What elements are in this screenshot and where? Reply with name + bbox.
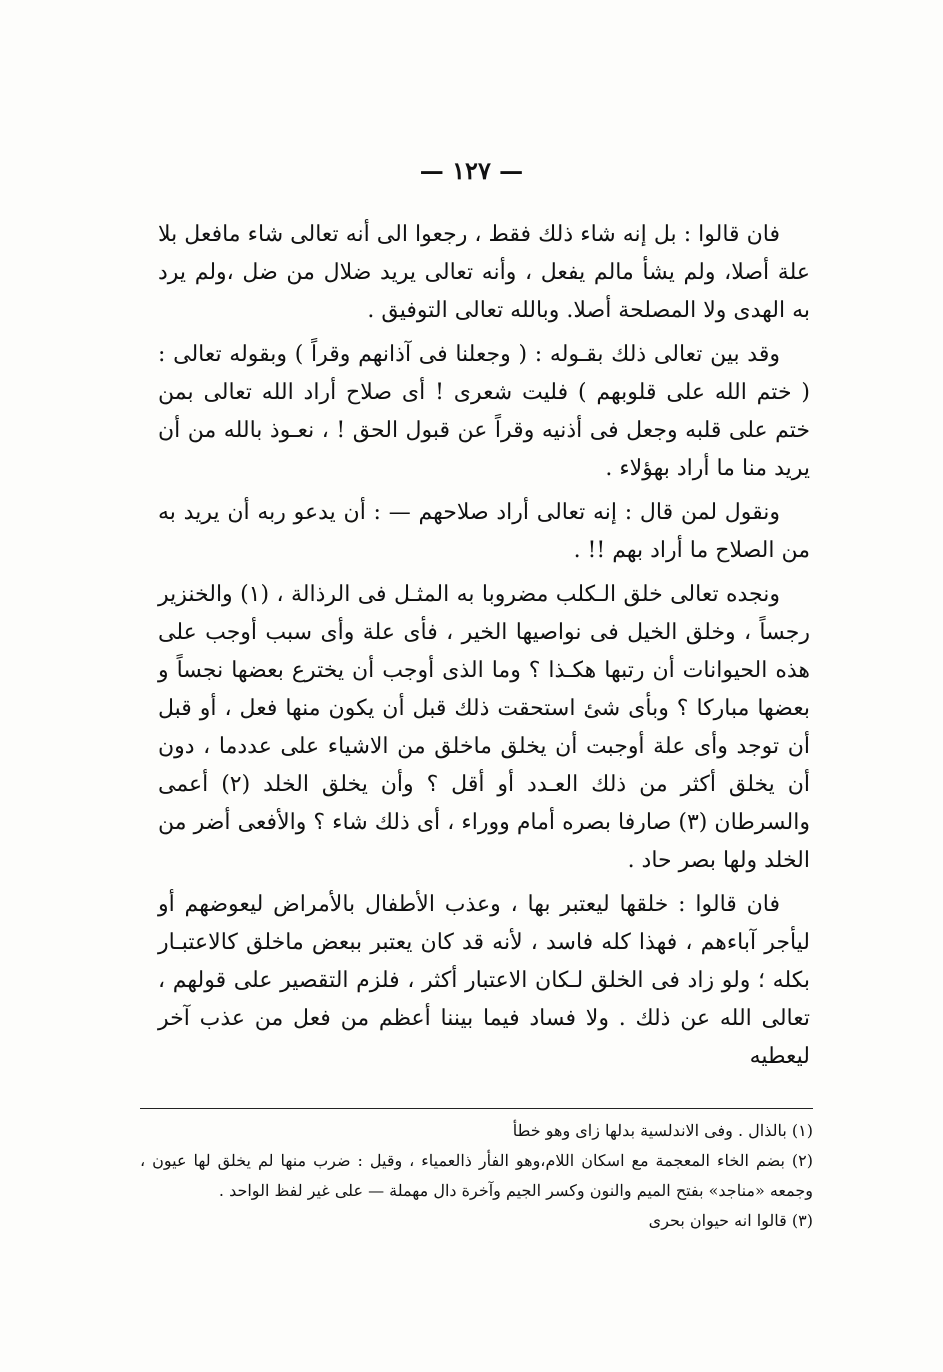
paragraph-1: فان قالوا : بل إنه شاء ذلك فقط ، رجعوا الى أنه تعالى شاء مافعل بلا علة أصلا، ولم يشأ مالم يفعل ، وأنه تعالى يريد ضلال من ضل ،ولم يرد به الهدى ولا المصلحة أصلا. وبالله تعالى التوفيق . [158,222,810,323]
paragraph-5: فان قالوا : خلقها ليعتبر بها ، وعذب الأطفال بالأمراض ليعوضهم أو ليأجر آباءهم ، فهذا كله فاسد ، لأنه قد كان يعتبر ببعض ماخلق كالاعتبـار بكله ؛ ولو زاد فى الخلق لـكان الاعتبار أكثر ، فلزم التقصير على قولهم ، تعالى الله عن ذلك . ولا فساد فيما بيننا أعظم من فعل من عذب آخر ليعطيه [158,892,810,1069]
paragraph-3: ونقول لمن قال : إنه تعالى أراد صلاحهم — : أن يدعو ربه أن يريد به من الصلاح ما أراد بهم !! . [158,500,810,563]
paragraph-2: وقد بين تعالى ذلك بقـوله : ( وجعلنا فى آذانهم وقراً ) وبقوله تعالى : ( ختم الله على قلوبهم ) فليت شعرى ! أى صلاح أراد الله تعالى بمن ختم على قلبه وجعل فى أذنيه وقراً عن قبول الحق ! ، نعـوذ بالله من أن يريد منا ما أراد بهؤلاء . [158,342,810,481]
paragraph-4: ونجده تعالى خلق الـكلب مضروبا به المثـل فى الرذالة ، (١) والخنزير رجساً ، وخلق الخيل فى نواصيها الخير ، فأى علة وأى سبب أوجب على هذه الحيوانات أن رتبها هكـذا ؟ وما الذى أوجب أن يخترع بعضها نجساً و بعضها مباركا ؟ وبأى شئ استحقت ذلك قبل أن يكون منها فعل ، أو قبل أن توجد وأى علة أوجبت أن يخلق ماخلق من الاشياء على عددما ، دون أن يخلق أكثر من ذلك العـدد أو أقل ؟ وأن يخلق الخلد (٢) أعمى والسرطان (٣) صارفا بصره أمام ووراء ، أى ذلك شاء ؟ والأفعى أضر من الخلد ولها بصر حاد . [158,582,810,873]
page-number: — ١٢٧ — [419,156,524,185]
footnotes [140,1116,813,1236]
main-text [158,216,810,1082]
footnote-3: (٣) قالوا انه حيوان بحرى [648,1211,813,1230]
footnote-1: (١) بالذال . وفى الاندلسية بدلها زاى وهو خطأ [512,1121,813,1140]
footnote-divider [140,1108,813,1109]
footnote-2: (٢) بضم الخاء المعجمة مع اسكان اللام،وهو الفأر ذالعمياء ، وقيل : ضرب منها لم يخلق لها عيون ، وجمعه «مناجد» بفتح الميم والنون وكسر الجيم وآخرة دال مهملة — على غير لفظ الواحد . [140,1151,813,1200]
